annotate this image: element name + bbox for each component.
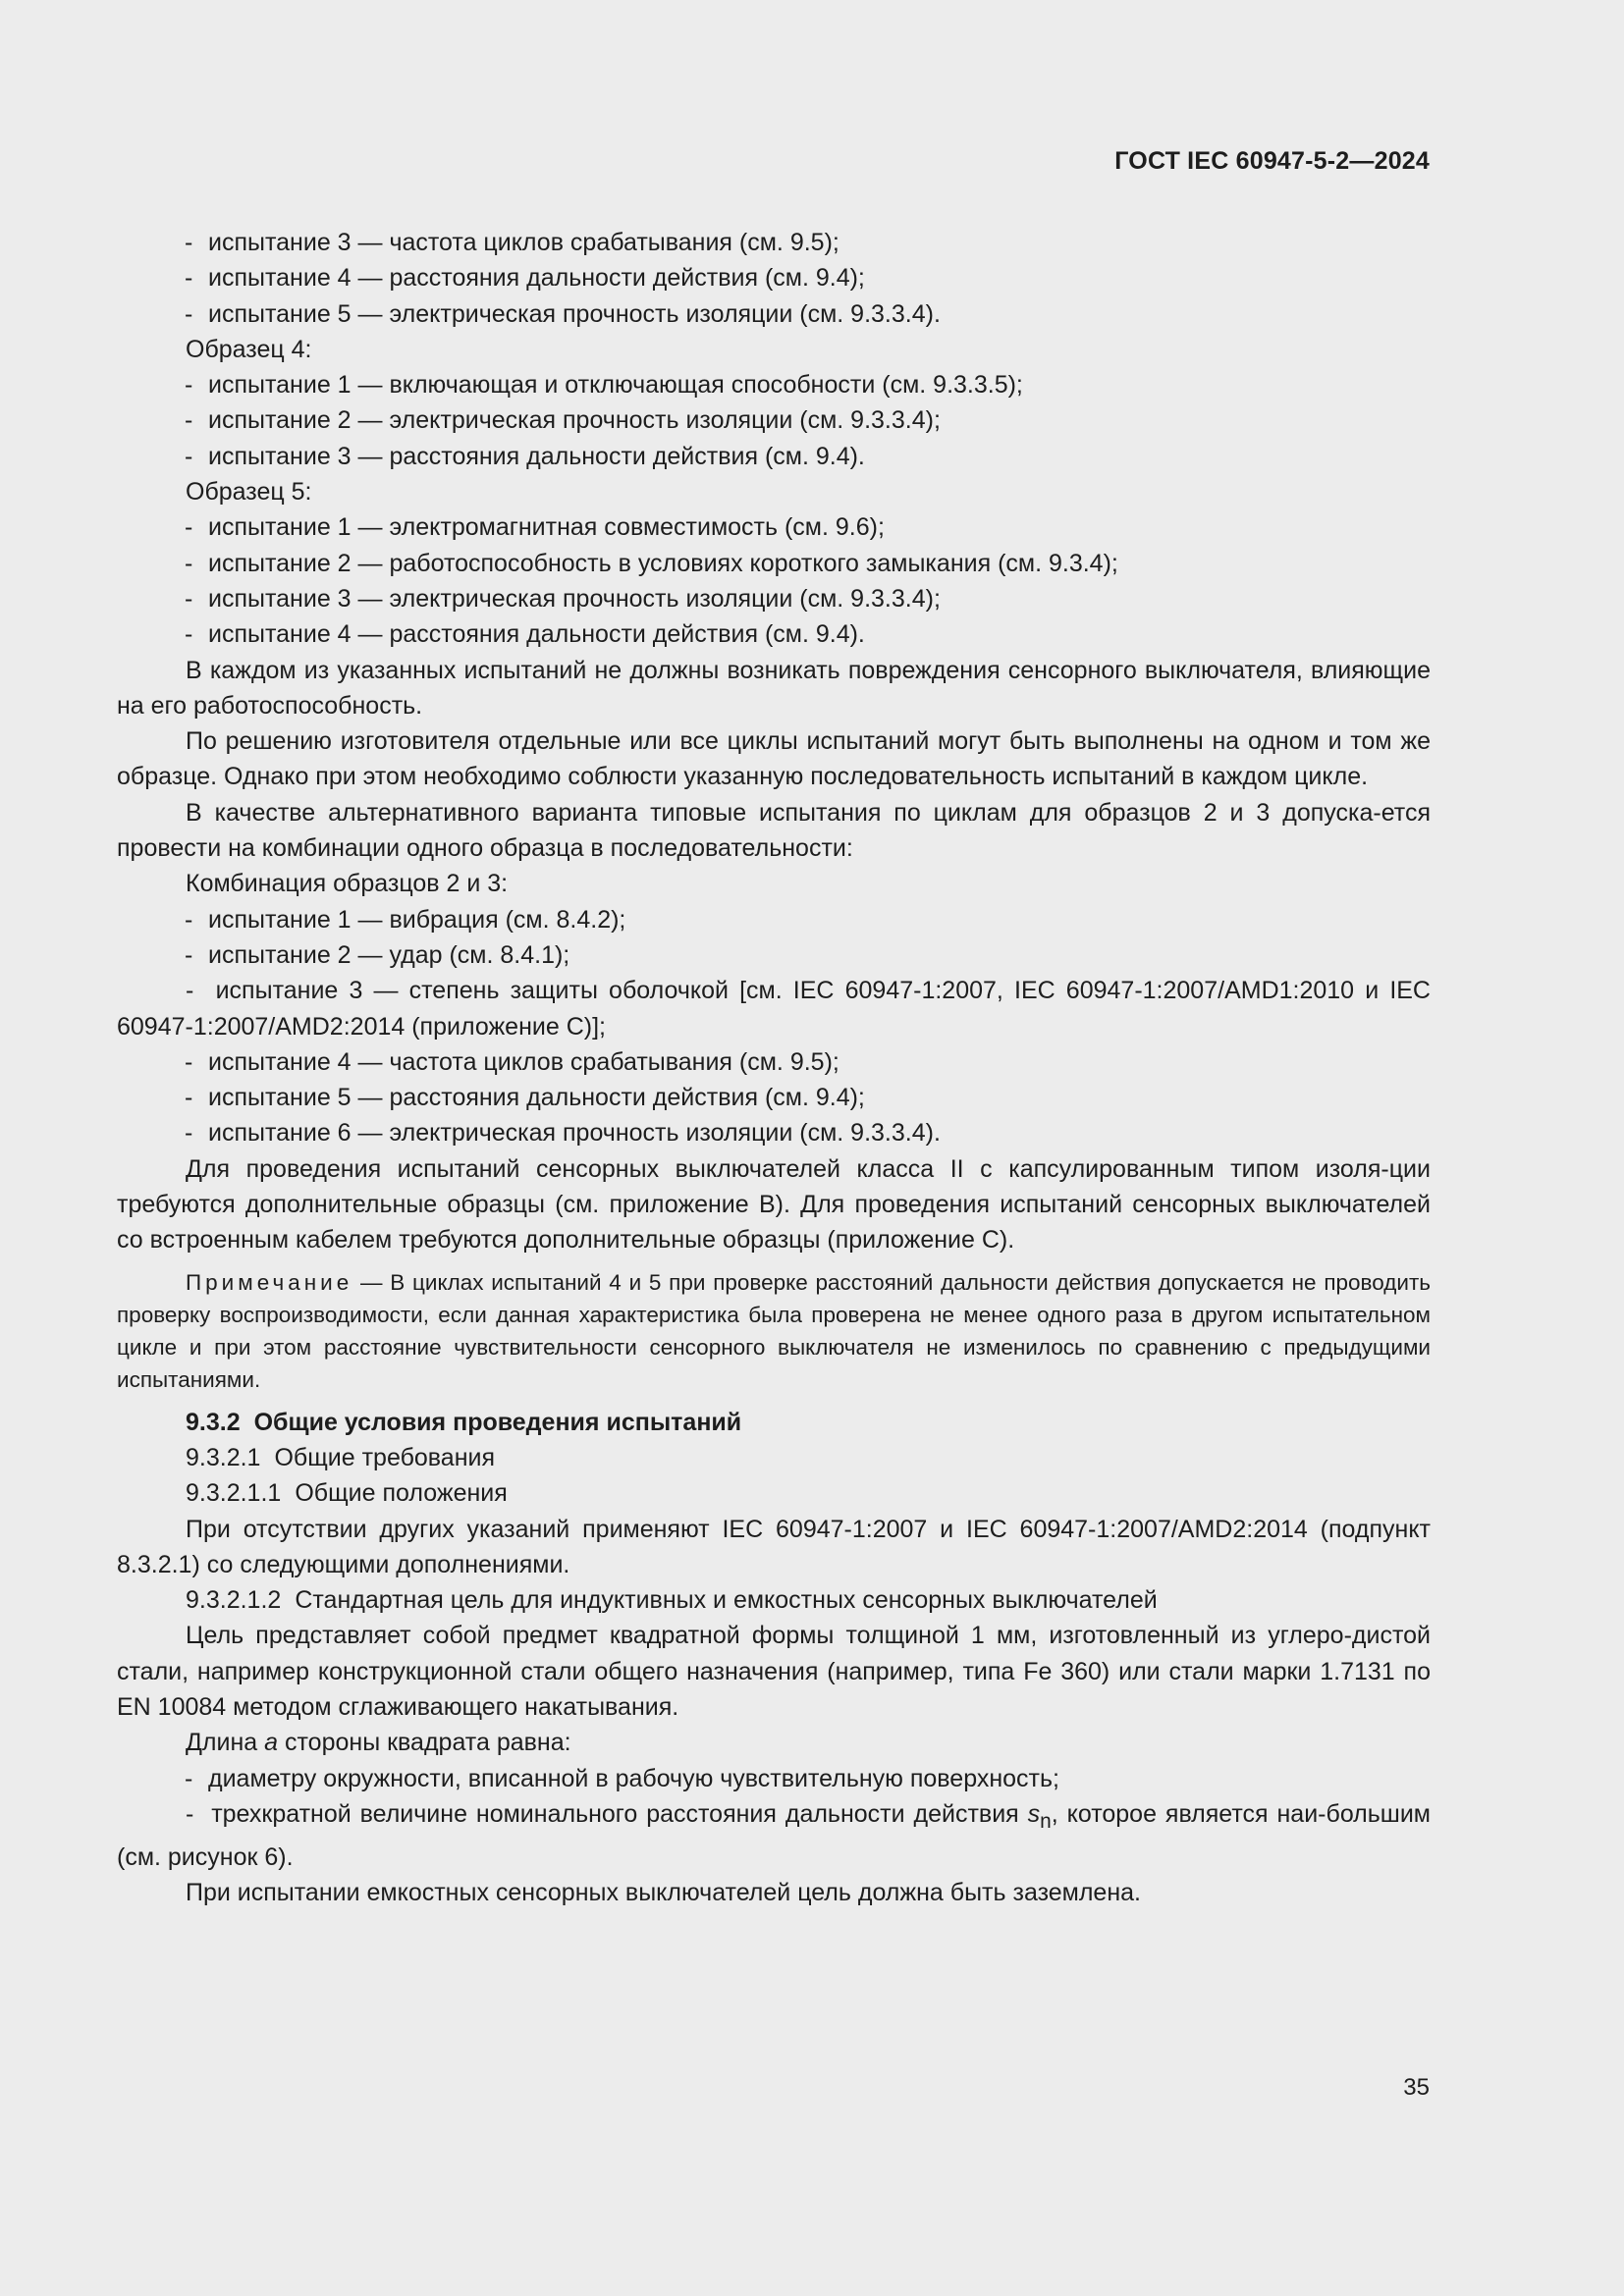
paragraph: Для проведения испытаний сенсорных выключателей класса II с капсулированным типом изоля-ции требуются дополнительные образцы (см. приложение В). Для проведения испытаний сенсорных выключателей со встроенным кабелем требуются дополнительные образцы (приложение С).: [117, 1154, 1431, 1255]
paragraph: При испытании емкостных сенсорных выключателей цель должна быть заземлена.: [186, 1879, 1141, 1907]
subsubsection-heading: [117, 1475, 1431, 1511]
list-item: - испытание 4 — частота циклов срабатывания (см. 9.5);: [117, 1044, 1431, 1080]
note-label: Примечание: [186, 1269, 353, 1295]
list-dash: -: [185, 549, 193, 577]
list-dash: -: [185, 442, 193, 470]
paragraph: В каждом из указанных испытаний не должны возникать повреждения сенсорного выключателя, влияющие на его работоспособность.: [117, 656, 1431, 720]
subsubsection-number: 9.3.2.1.2: [186, 1586, 282, 1615]
list-dash: -: [185, 264, 193, 293]
subsubsection-title: Стандартная цель для индуктивных и емкостных сенсорных выключателей: [295, 1586, 1158, 1615]
list-dash: -: [185, 584, 193, 613]
list-item: - испытание 3 — электрическая прочность изоляции (см. 9.3.3.4);: [117, 581, 1431, 616]
list-dash: -: [185, 1047, 193, 1076]
list-item: - испытание 4 — расстояния дальности действия (см. 9.4).: [117, 616, 1431, 652]
paragraph: При отсутствии других указаний применяют IEC 60947-1:2007 и IEC 60947-1:2007/AMD2:2014 (подпункт 8.3.2.1) со следующими дополнениями.: [117, 1515, 1431, 1578]
subsection-title: Общие требования: [274, 1443, 496, 1471]
page-number: 35: [1403, 2074, 1430, 2101]
list-item: - испытание 4 — расстояния дальности действия (см. 9.4);: [117, 260, 1431, 295]
note: [117, 1266, 1431, 1396]
list-dash: -: [186, 977, 216, 1005]
subsubsection-title: Общие положения: [295, 1479, 508, 1508]
section-heading: [117, 1405, 1431, 1440]
combination-label: Комбинация образцов 2 и 3:: [186, 870, 509, 898]
paragraph: В качестве альтернативного варианта типовые испытания по циклам для образцов 2 и 3 допуска-ется провести на комбинации одного образца в последовательности:: [117, 798, 1431, 863]
list-item: - испытание 2 — удар (см. 8.4.1);: [117, 937, 1431, 973]
paragraph: Длина a стороны квадрата равна:: [186, 1729, 571, 1757]
subsubsection-number: 9.3.2.1.1: [186, 1479, 282, 1508]
list-item: - испытание 1 — электромагнитная совместимость (см. 9.6);: [117, 509, 1431, 545]
list-dash: -: [185, 299, 193, 328]
list-item: - испытание 2 — электрическая прочность изоляции (см. 9.3.3.4);: [117, 402, 1431, 438]
list-dash: -: [185, 406, 193, 435]
list-item: - испытание 2 — работоспособность в условиях короткого замыкания (см. 9.3.4);: [117, 546, 1431, 581]
variable-s: s: [1027, 1799, 1041, 1828]
paragraph: По решению изготовителя отдельные или все циклы испытаний могут быть выполнены на одном и том же образце. Однако при этом необходимо соблюсти указанную последовательность испытаний в каждом цикле.: [117, 727, 1431, 791]
list-dash: -: [185, 1119, 193, 1148]
list-item: - испытание 5 — электрическая прочность изоляции (см. 9.3.3.4).: [117, 296, 1431, 332]
list-item: - диаметру окружности, вписанной в рабочую чувствительную поверхность;: [117, 1761, 1431, 1796]
list-item: - испытание 1 — вибрация (см. 8.4.2);: [117, 902, 1431, 937]
sample-label: Образец 4:: [186, 335, 312, 363]
note-text: — В циклах испытаний 4 и 5 при проверке расстояний дальности действия допускается не проводить проверку воспроизводимости, если данная характеристика была проверена не менее одного раза в другом испытательном цикле и при этом расстояние чувствительности сенсорного выключателя не изменилось по сравнению с предыдущими испытаниями.: [117, 1269, 1431, 1392]
subscript-n: n: [1040, 1809, 1052, 1833]
list-dash: -: [185, 620, 193, 649]
list-item-wrapped: - трехкратной величине номинального расстояния дальности действия $s_n$, которое является наи-большим (см. рисунок 6).: [117, 1799, 1431, 1872]
list-dash: -: [185, 1084, 193, 1112]
subsubsection-heading: [117, 1582, 1431, 1618]
document-code-header: ГОСТ IEC 60947-5-2—2024: [1114, 147, 1430, 175]
document-body: [117, 225, 1431, 1911]
subsection-heading: [117, 1440, 1431, 1475]
list-item: - испытание 3 — расстояния дальности действия (см. 9.4).: [117, 439, 1431, 474]
list-dash: -: [185, 1764, 193, 1792]
list-dash: -: [185, 940, 193, 969]
list-item: - испытание 1 — включающая и отключающая способности (см. 9.3.3.5);: [117, 367, 1431, 402]
section-title: Общие условия проведения испытаний: [253, 1408, 742, 1436]
list-dash: -: [185, 371, 193, 400]
list-dash: -: [186, 1799, 212, 1828]
list-dash: -: [185, 905, 193, 934]
paragraph: Цель представляет собой предмет квадратной формы толщиной 1 мм, изготовленный из углеро-дистой стали, например конструкционной стали общего назначения (например, типа Fe 360) или стали марки 1.7131 по EN 10084 методом сглаживающего накатывания.: [117, 1622, 1431, 1721]
list-item: - испытание 5 — расстояния дальности действия (см. 9.4);: [117, 1080, 1431, 1115]
variable-a: a: [264, 1729, 279, 1757]
list-item: - испытание 6 — электрическая прочность изоляции (см. 9.3.3.4).: [117, 1115, 1431, 1150]
section-number: 9.3.2: [186, 1408, 241, 1436]
list-item-wrapped: - испытание 3 — степень защиты оболочкой [см. IEC 60947-1:2007, IEC 60947-1:2007/AMD1:2010 и IEC 60947-1:2007/AMD2:2014 (приложение С)];: [117, 977, 1431, 1041]
list-dash: -: [185, 229, 193, 256]
subsection-number: 9.3.2.1: [186, 1443, 261, 1471]
list-dash: -: [185, 513, 193, 542]
list-item: - испытание 3 — частота циклов срабатывания (см. 9.5);: [117, 225, 1431, 260]
sample-label: Образец 5:: [186, 478, 312, 507]
